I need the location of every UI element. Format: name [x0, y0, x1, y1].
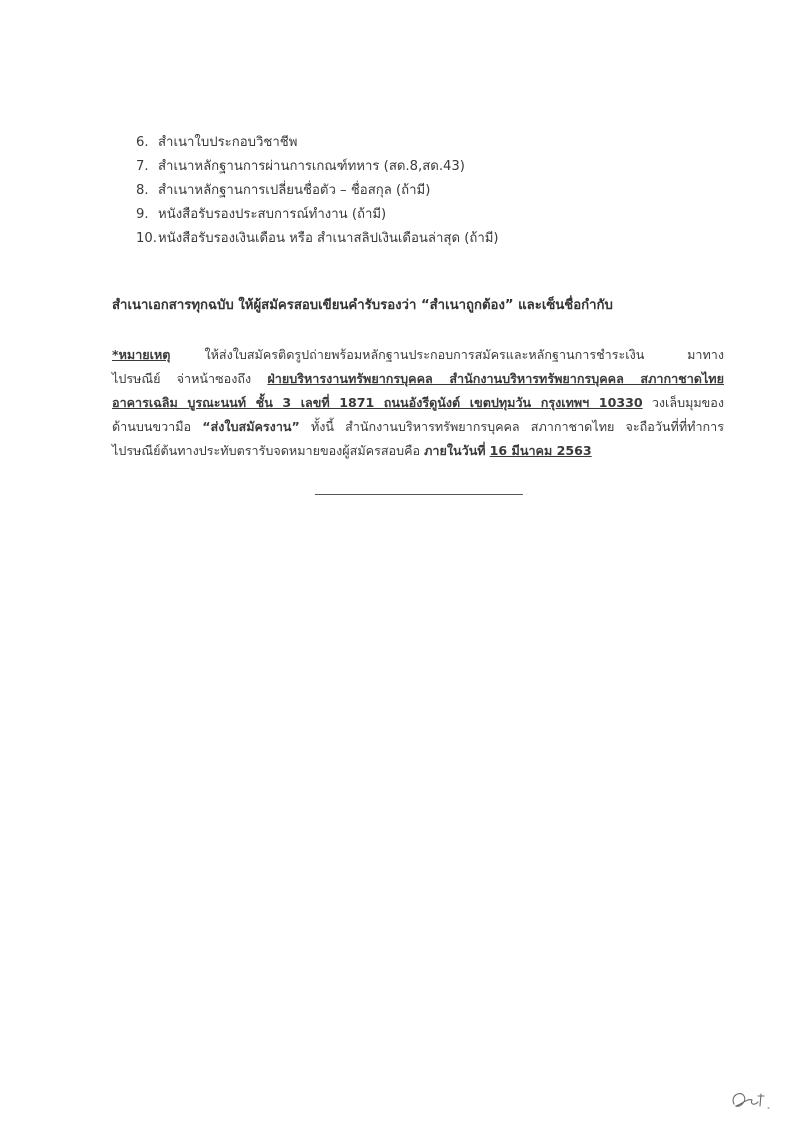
list-item-number: 8. [136, 183, 149, 198]
remark-text: วงเล็บมุมของ [651, 395, 724, 410]
list-item-text: สำเนาหลักฐานการผ่านการเกณฑ์ทหาร (สด.8,สด.43) [158, 159, 465, 174]
remark-text: ไปรษณีย์ จ่าหน้าซองถึง [112, 371, 252, 386]
copy-certification-note: สำเนาเอกสารทุกฉบับ ให้ผู้สมัครสอบเขียนคำรับรองว่า “สำเนาถูกต้อง” และเซ็นชื่อกำกับ [112, 298, 613, 313]
remark-line [112, 439, 724, 463]
remark-line [112, 415, 724, 439]
list-item-text: สำเนาใบประกอบวิชาชีพ [158, 135, 298, 150]
deadline-date: 16 มีนาคม 2563 [489, 443, 592, 458]
list-item [136, 203, 696, 227]
remark-line [112, 343, 724, 367]
list-item-number: 6. [136, 135, 149, 150]
list-item [136, 227, 696, 251]
remark-line [112, 391, 724, 415]
remark-text: ด้านบนขวามือ [112, 419, 192, 434]
list-item-number: 9. [136, 207, 149, 222]
remark-text: ให้ส่งใบสมัครติดรูปถ่ายพร้อมหลักฐานประกอบการสมัครและหลักฐานการชำระเงิน มาทาง [204, 347, 724, 362]
remark-text: ทั้งนี้ สำนักงานบริหารทรัพยากรบุคคล สภากาชาดไทย จะถือวันที่ที่ทำการ [310, 419, 724, 434]
remark-label: *หมายเหตุ [112, 347, 171, 362]
mailing-address: ฝ่ายบริหารงานทรัพยากรบุคคล สำนักงานบริหารทรัพยากรบุคคล สภากาชาดไทย [267, 371, 724, 386]
list-item-number: 10. [136, 231, 157, 246]
list-item-text: หนังสือรับรองประสบการณ์ทำงาน (ถ้ามี) [158, 207, 387, 222]
remark-line [112, 367, 724, 391]
section-divider [315, 494, 523, 495]
initials-signature [728, 1084, 776, 1114]
required-documents-list [136, 131, 696, 251]
remark-paragraph [112, 343, 724, 463]
list-item-text: สำเนาหลักฐานการเปลี่ยนชื่อตัว – ชื่อสกุล (ถ้ามี) [158, 183, 431, 198]
list-item-number: 7. [136, 159, 149, 174]
deadline-label: ภายในวันที่ [424, 443, 486, 458]
list-item [136, 155, 696, 179]
envelope-label: “ส่งใบสมัครงาน” [202, 419, 300, 434]
list-item-text: หนังสือรับรองเงินเดือน หรือ สำเนาสลิปเงินเดือนล่าสุด (ถ้ามี) [158, 231, 499, 246]
list-item [136, 179, 696, 203]
list-item [136, 131, 696, 155]
remark-text: ไปรษณีย์ต้นทางประทับตรารับจดหมายของผู้สมัครสอบคือ [112, 443, 421, 458]
mailing-address: อาคารเฉลิม บูรณะนนท์ ชั้น 3 เลขที่ 1871 ถนนอังรีดูนังต์ เขตปทุมวัน กรุงเทพฯ 10330 [112, 395, 643, 410]
